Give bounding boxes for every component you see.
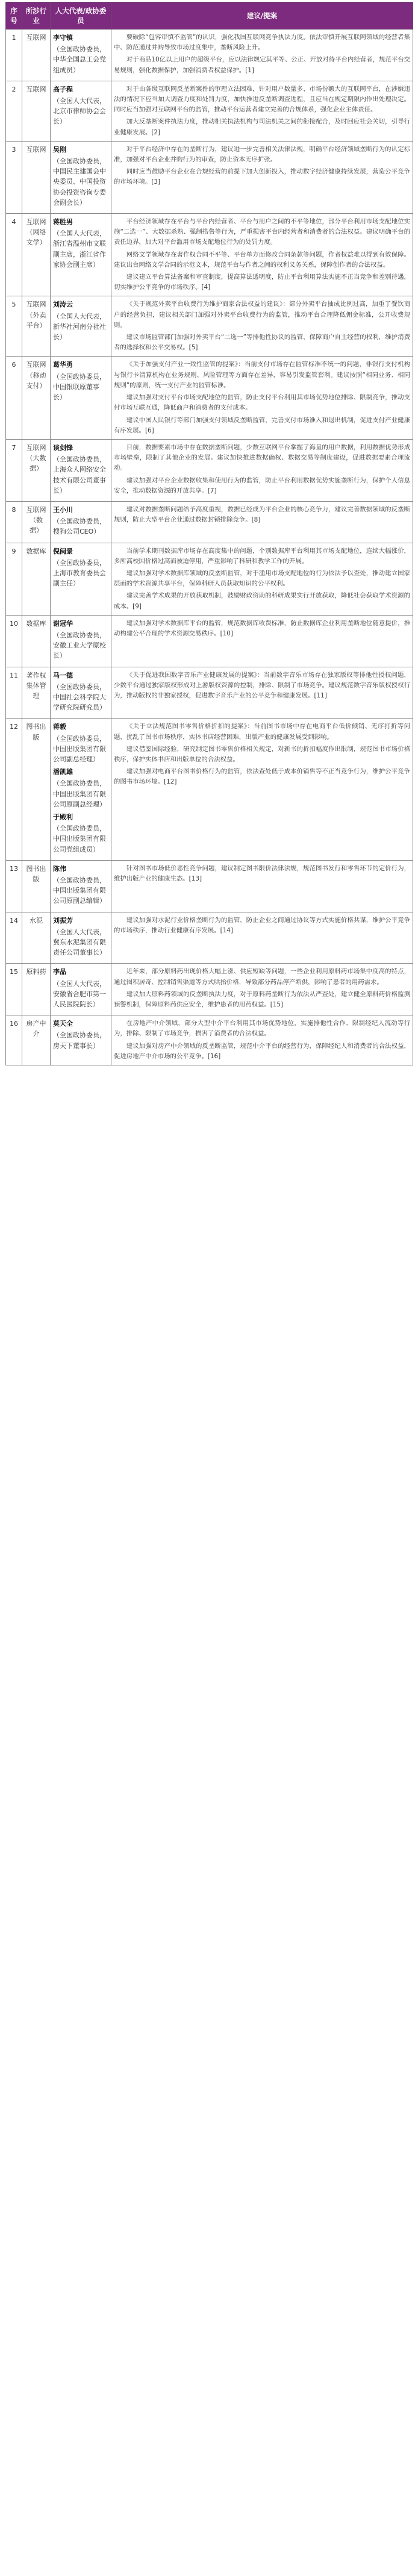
row-suggestion xyxy=(111,214,413,296)
row-suggestion xyxy=(111,1015,413,1065)
row-number: 10 xyxy=(6,615,22,667)
row-industry: 原料药 xyxy=(22,964,51,1015)
suggestion-paragraph: 近年来，部分原料药出现价格大幅上涨、供应短缺等问题，一些企业利用原料药市场集中度高的特点，通过囤积居奇、控制销售渠道等方式哄抬价格，导致部分药品停产断供，影响了患者的用药需求。 xyxy=(114,968,410,986)
rep-title: （全国政协委员，中国民主建国会中央委员、中国投资协会投资咨询专委会副会长） xyxy=(53,157,106,207)
rep-name: 高子程 xyxy=(53,85,73,93)
suggestion-paragraph: 《关于加强支付产业一致性监管的提案》：当前支付市场存在监管标准不统一的问题，非银行支付机构与银行卡清算机构在业务规则、风险管理等方面存在差异，容易引发监管套利。建议按照“相同业务、相同规则”的原则，统一支付产业的监管标准。 xyxy=(114,361,410,389)
rep-title: （全国政协委员，中国出版集团有限公司原副总编辑） xyxy=(53,876,106,905)
row-number: 11 xyxy=(6,667,22,719)
suggestion-paragraph: 在房地产中介领域，部分大型中介平台利用其市场优势地位，实施排他性合作、限制经纪人流动等行为，排除、限制了市场竞争，损害了消费者的合法权益。 xyxy=(114,1020,410,1038)
proposal-table-page xyxy=(5,2,413,1065)
suggestion-paragraph: 同时应当鼓励平台企业在合规经营的前提下加大创新投入，推动数字经济健康持续发展，营造公平竞争的市场环境。[3] xyxy=(114,168,410,186)
rep-name: 马一德 xyxy=(53,671,73,679)
row-number: 7 xyxy=(6,439,22,501)
suggestion-paragraph: 建议完善学术成果的开放获取机制，鼓励财政资助的科研成果实行开放获取，降低社会获取学术资源的成本。[9] xyxy=(114,592,410,610)
row-suggestion xyxy=(111,141,413,213)
row-suggestion xyxy=(111,615,413,667)
row-industry: 数据库 xyxy=(22,543,51,615)
suggestion-paragraph: 针对图书市场低价恶性竞争问题，建议制定图书限价法律法规，规范图书发行和零售环节的定价行为，维护出版产业的健康生态。[13] xyxy=(114,864,410,883)
suggestion-paragraph: 建议加强对电商平台图书价格行为的监管，依法查处低于成本价销售等不正当竞争行为，维护公平竞争的图书市场环境。[12] xyxy=(114,768,410,786)
rep-name: 李守镇 xyxy=(53,34,73,42)
suggestion-paragraph: 《关于规范外卖平台收费行为维护商家合法权益的建议》：部分外卖平台抽成比例过高，加重了餐饮商户的经营负担，建议相关部门加强对外卖平台收费行为的监管，推动平台合理降低佣金标准，公开收费规则。 xyxy=(114,301,410,329)
suggestion-paragraph: 建议借鉴国际经验，研究制定图书零售价格相关规定，对新书的折扣幅度作出限制，规范图书市场价格秩序，保护实体书店和出版单位的合法权益。 xyxy=(114,745,410,763)
row-suggestion xyxy=(111,30,413,81)
suggestion-paragraph: 《关于促进我国数字音乐产业健康发展的提案》：当前数字音乐市场存在独家版权等排他性授权问题，少数平台通过独家版权形成对上游版权资源的控制，排除、限制了市场竞争。建议规范数字音乐版权授权行为，推动版权的非独家授权，促进数字音乐产业的公平竞争和健康发展。[11] xyxy=(114,671,410,699)
row-number: 4 xyxy=(6,214,22,296)
table-row xyxy=(6,501,413,543)
row-representatives xyxy=(51,214,111,296)
row-representatives xyxy=(51,543,111,615)
row-suggestion xyxy=(111,912,413,964)
rep-name: 刘涛云 xyxy=(53,301,73,309)
rep-title: （全国人大代表，冀东水泥集团有限责任公司董事长） xyxy=(53,928,106,957)
row-number: 5 xyxy=(6,296,22,357)
table-row xyxy=(6,296,413,357)
proposal-table xyxy=(5,2,413,1065)
row-industry: 互联网（大数据） xyxy=(22,439,51,501)
rep-title: （全国政协委员，安徽工业大学原校长） xyxy=(53,631,106,660)
suggestion-paragraph: 要破除“包容审慎不监管”的认识，强化我国互联网竞争执法力度。依法审慎开展互联网领域的经营者集中、防范通过并购导致市场过度集中，垄断风险上升。 xyxy=(114,34,410,52)
row-industry: 互联网 xyxy=(22,81,51,141)
rep-title: （全国政协委员，上海众人网络安全技术有限公司董事长） xyxy=(53,455,106,494)
rep-title: （全国政协委员，房天下董事长） xyxy=(53,1031,106,1050)
suggestion-paragraph: 加大反垄断案件执法力度，推动相关执法机构与司法机关之间的衔接配合，及时回应社会关切，引导行业健康发展。[2] xyxy=(114,118,410,136)
row-number: 6 xyxy=(6,357,22,439)
row-industry: 图书出版 xyxy=(22,860,51,912)
table-row xyxy=(6,81,413,141)
rep-title: （全国政协委员，搜狗公司CEO） xyxy=(53,517,106,536)
rep-name: 陈伟 xyxy=(53,864,66,873)
row-number: 8 xyxy=(6,501,22,543)
row-industry: 互联网 xyxy=(22,30,51,81)
table-row xyxy=(6,964,413,1015)
header-num: 序号 xyxy=(6,2,22,30)
row-industry: 互联网（数据） xyxy=(22,501,51,543)
rep-name: 谢冠华 xyxy=(53,619,73,628)
suggestion-paragraph: 建议加强对房产中介领域的反垄断监管，规范中介平台的经营行为，保障经纪人和消费者的合法权益，促进房地产中介市场的公平竞争。[16] xyxy=(114,1042,410,1060)
table-row xyxy=(6,543,413,615)
row-industry: 互联网（移动支付） xyxy=(22,357,51,439)
row-number: 2 xyxy=(6,81,22,141)
rep-name: 谈剑锋 xyxy=(53,443,73,452)
table-row xyxy=(6,214,413,296)
suggestion-paragraph: 建议加强对支付平台市场支配地位的监管，防止支付平台利用其市场优势地位排除、限制竞争，推动支付市场互联互通，降低商户和消费者的支付成本。 xyxy=(114,394,410,412)
row-number: 9 xyxy=(6,543,22,615)
suggestion-paragraph: 建议建立平台算法备案和审查制度，提高算法透明度，防止平台利用算法实施不正当竞争和差别待遇，切实维护公平竞争的市场秩序。[4] xyxy=(114,273,410,292)
suggestion-paragraph: 对于商品10亿以上用户的超级平台，应以法律规定其平等、公正、开放对待平台内经营者，规范平台交易规则，强化数据保护，加强消费者权益保护。[1] xyxy=(114,56,410,74)
rep-title: （全国政协委员，中国社会科学院大学研究院研究员） xyxy=(53,682,106,712)
row-number: 3 xyxy=(6,141,22,213)
rep-name: 潘凯雄 xyxy=(53,768,73,776)
suggestion-paragraph: 平台经济领域存在平台与平台内经营者、平台与用户之间的不平等地位，部分平台利用市场支配地位实施“二选一”、大数据杀熟、强制搭售等行为，严重损害平台内经营者和消费者的合法权益。建议明确平台的责任边界，加大对平台滥用市场支配地位行为的处罚力度。 xyxy=(114,218,410,246)
rep-title: （全国政协委员，中国出版集团有限公司原副总经理） xyxy=(53,779,106,808)
rep-name: 蒋胜男 xyxy=(53,218,73,226)
row-representatives xyxy=(51,667,111,719)
rep-name: 葛华勇 xyxy=(53,361,73,369)
suggestion-paragraph: 对于由各级互联网反垄断案件的审理立法困难，针对用户数量多、市场份额大的互联网平台，在涉嫌违法的情况下应当加大调查力度和处罚力度，加快推进反垄断调查进程，且应当在规定期限内作出处理决定。同时应当加强对互联网平台的监管，推动平台运营者建立完善的合规体系，强化企业主体责任。 xyxy=(114,85,410,114)
table-row xyxy=(6,357,413,439)
row-industry: 数据库 xyxy=(22,615,51,667)
row-suggestion xyxy=(111,964,413,1015)
table-row xyxy=(6,615,413,667)
rep-name: 于殿利 xyxy=(53,813,73,821)
table-row xyxy=(6,719,413,860)
row-industry: 著作权集体管理 xyxy=(22,667,51,719)
row-representatives xyxy=(51,357,111,439)
suggestion-paragraph: 建议加大原料药领域的反垄断执法力度，对于原料药垄断行为依法从严查处，建立健全原料药价格监测预警机制，保障原料药供应安全，维护患者的用药权益。[15] xyxy=(114,990,410,1009)
row-suggestion xyxy=(111,667,413,719)
row-representatives xyxy=(51,296,111,357)
suggestion-paragraph: 对于平台经济中存在的垄断行为，建议进一步完善相关法律法规，明确平台经济领域垄断行为的认定标准，加强对平台企业并购行为的审查，防止资本无序扩张。 xyxy=(114,145,410,164)
suggestion-paragraph: 当前学术期刊数据库市场存在高度集中的问题，个别数据库平台利用其市场支配地位，连续大幅涨价，多所高校因价格过高而被迫停用，严重影响了科研和教学工作的开展。 xyxy=(114,547,410,565)
table-row xyxy=(6,1015,413,1065)
rep-name: 倪闽景 xyxy=(53,547,73,555)
row-industry: 互联网 xyxy=(22,141,51,213)
rep-title: （全国人大代表，北京市律师协会会长） xyxy=(53,97,106,126)
row-representatives xyxy=(51,719,111,860)
row-number: 14 xyxy=(6,912,22,964)
rep-title: （全国政协委员，中国银联原董事长） xyxy=(53,372,106,402)
suggestion-paragraph: 建议中国人民银行等部门加强支付领域反垄断监管，完善支付市场准入和退出机制，促进支付产业健康有序发展。[6] xyxy=(114,416,410,434)
row-representatives xyxy=(51,615,111,667)
header-rep: 人大代表/政协委员 xyxy=(51,2,111,30)
row-representatives xyxy=(51,141,111,213)
table-row xyxy=(6,912,413,964)
row-suggestion xyxy=(111,501,413,543)
row-industry: 互联网（外卖平台） xyxy=(22,296,51,357)
row-industry: 房产中介 xyxy=(22,1015,51,1065)
row-number: 13 xyxy=(6,860,22,912)
row-suggestion xyxy=(111,543,413,615)
table-row xyxy=(6,30,413,81)
row-industry: 图书出版 xyxy=(22,719,51,860)
row-representatives xyxy=(51,1015,111,1065)
rep-title: （全国政协委员，上海市教育委员会副主任） xyxy=(53,558,106,588)
suggestion-paragraph: 建议加强对学术数据库领域的反垄断监管，对于滥用市场支配地位的行为依法予以查处，推动建立国家层面的学术资源共享平台，保障科研人员获取知识的公平权利。 xyxy=(114,569,410,588)
suggestion-paragraph: 建议加强对平台企业数据收集和使用行为的监管，防止平台利用数据优势实施垄断行为，保护个人信息安全，推动数据资源的开放共享。[7] xyxy=(114,476,410,494)
row-industry: 水泥 xyxy=(22,912,51,964)
suggestion-paragraph: 建议加强对水泥行业价格垄断行为的监管，防止企业之间通过协议等方式实施价格共谋，维护公平竞争的市场秩序，推动行业健康有序发展。[14] xyxy=(114,916,410,934)
row-number: 12 xyxy=(6,719,22,860)
row-suggestion xyxy=(111,357,413,439)
rep-name: 莫天全 xyxy=(53,1020,73,1028)
rep-title: （全国政协委员，中国出版集团有限公司党组成员） xyxy=(53,825,106,853)
rep-title: （全国政协委员，中国出版集团有限公司副总经理） xyxy=(53,734,106,763)
rep-title: （全国人大代表，浙江省温州市文联副主席，浙江省作家协会副主席） xyxy=(53,229,106,269)
rep-name: 李晶 xyxy=(53,968,66,976)
rep-name: 蒋毅 xyxy=(53,723,66,731)
row-representatives xyxy=(51,30,111,81)
table-row xyxy=(6,860,413,912)
row-number: 15 xyxy=(6,964,22,1015)
suggestion-paragraph: 建议对数据垄断问题给予高度重视，数据已经成为平台企业的核心竞争力，建议完善数据领域的反垄断规则，防止大型平台企业通过数据封锁排除竞争。[8] xyxy=(114,505,410,524)
suggestion-paragraph: 建议市场监管部门加强对外卖平台“二选一”等排他性协议的监管，保障商户自主经营的权利，维护消费者的选择权和公平交易权。[5] xyxy=(114,334,410,352)
rep-title: （全国政协委员，中华全国总工会党组成员） xyxy=(53,45,106,74)
rep-name: 王小川 xyxy=(53,505,73,514)
row-suggestion xyxy=(111,81,413,141)
row-representatives xyxy=(51,81,111,141)
table-row xyxy=(6,141,413,213)
row-representatives xyxy=(51,912,111,964)
row-representatives xyxy=(51,964,111,1015)
table-row xyxy=(6,439,413,501)
header-industry: 所涉行业 xyxy=(22,2,51,30)
table-row xyxy=(6,667,413,719)
suggestion-paragraph: 网络文学领域存在著作权合同不平等、平台单方面修改合同条款等问题，作者权益难以得到有效保障。建议出台网络文学合同的示范文本，规范平台与作者之间的权利义务关系，保障创作者的合法权益。 xyxy=(114,251,410,269)
rep-name: 吴刚 xyxy=(53,145,66,154)
row-representatives xyxy=(51,860,111,912)
suggestion-paragraph: 目前，数据要素市场中存在数据垄断问题，少数互联网平台掌握了海量的用户数据，利用数据优势形成市场壁垒，限制了其他企业的发展。建议加快推进数据确权、数据交易等制度建设，促进数据要素合理流动。 xyxy=(114,443,410,472)
row-representatives xyxy=(51,439,111,501)
rep-name: 刘振芳 xyxy=(53,916,73,925)
row-suggestion xyxy=(111,296,413,357)
row-industry: 互联网（网络文学） xyxy=(22,214,51,296)
header-suggestion: 建议/提案 xyxy=(111,2,413,30)
table-body xyxy=(6,30,413,1065)
table-header-row xyxy=(6,2,413,30)
row-representatives xyxy=(51,501,111,543)
row-suggestion xyxy=(111,860,413,912)
rep-title: （全国人大代表，安徽省合肥市第一人民医院院长） xyxy=(53,979,106,1009)
row-number: 16 xyxy=(6,1015,22,1065)
row-suggestion xyxy=(111,439,413,501)
suggestion-paragraph: 建议加强对学术数据库平台的监管，规范数据库收费标准，防止数据库企业利用垄断地位随意提价，推动构建公平合理的学术资源交易秩序。[10] xyxy=(114,619,410,637)
row-number: 1 xyxy=(6,30,22,81)
suggestion-paragraph: 《关于立法规范图书零售价格折扣的提案》：当前图书市场中存在电商平台低价倾销、无序打折等问题，扰乱了图书市场秩序，实体书店经营困难，出版产业的健康发展受到影响。 xyxy=(114,723,410,741)
row-suggestion xyxy=(111,719,413,860)
rep-title: （全国人大代表，新华社河南分社社长） xyxy=(53,312,106,341)
